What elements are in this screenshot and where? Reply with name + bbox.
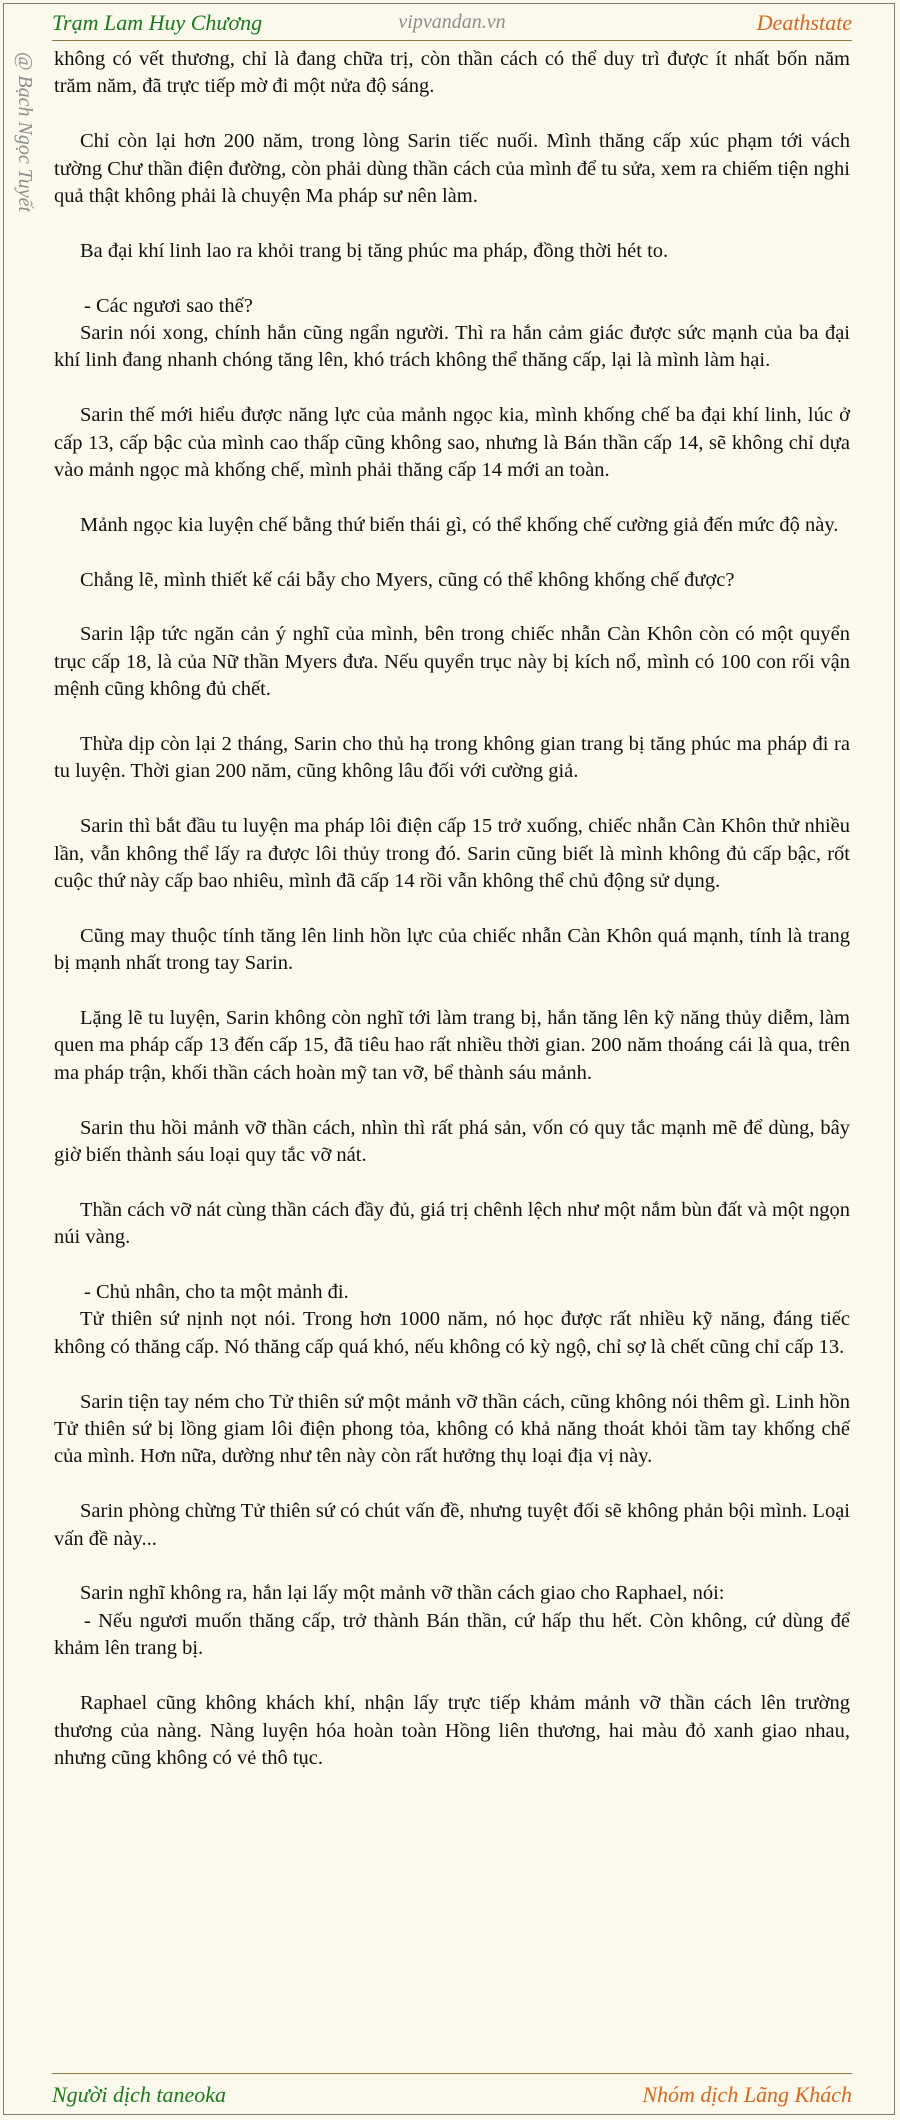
page-header [52,6,852,42]
dialogue-line: - Các ngươi sao thế? [84,294,253,317]
dialogue-line: - Nếu ngươi muốn thăng cấp, trở thành Bán thần, cứ hấp thu hết. Còn không, cứ dùng để khảm lên trang bị. [54,1609,850,1660]
footer-divider [52,2073,852,2074]
paragraph: Sarin thu hồi mảnh vỡ thần cách, nhìn thì rất phá sản, vốn có quy tắc mạnh mẽ để dùng, bây giờ biến thành sáu loại quy tắc vỡ nát. [54,1116,850,1167]
paragraph: Sarin nghĩ không ra, hắn lại lấy một mảnh vỡ thần cách giao cho Raphael, nói: [80,1582,725,1605]
paragraph: Ba đại khí linh lao ra khỏi trang bị tăng phúc ma pháp, đồng thời hét to. [80,239,669,262]
footer-translator: Người dịch taneoka [52,2082,227,2107]
chapter-body [54,46,850,1800]
page-footer [52,2078,852,2112]
header-website: vipvandan.vn [398,11,506,33]
paragraph: Thừa dịp còn lại 2 tháng, Sarin cho thủ hạ trong không gian trang bị tăng phúc ma pháp đi ra tu luyện. Thời gian 200 năm, cũng không lâu đối với cường giả. [54,733,850,783]
paragraph: Raphael cũng không khách khí, nhận lấy trực tiếp khảm mảnh vỡ thần cách lên trường thương của nàng. Nàng luyện hóa hoàn toàn Hồng liên thương, hai màu đỏ xanh giao nhau, nhưng cũng không có vẻ thô tục. [54,1692,850,1769]
paragraph: Sarin lập tức ngăn cản ý nghĩ của mình, bên trong chiếc nhẫn Càn Khôn còn có một quyển trục cấp 18, là của Nữ thần Myers đưa. Nếu quyển trục này bị kích nổ, mình có 100 con rối vận mệnh cũng không đủ chết. [54,623,850,701]
paragraph: Cũng may thuộc tính tăng lên linh hồn lực của chiếc nhẫn Càn Khôn quá mạnh, tính là trang bị mạnh nhất trong tay Sarin. [54,924,850,975]
paragraph: Sarin phòng chừng Tử thiên sứ có chút vấn đề, nhưng tuyệt đối sẽ không phản bội mình. Loại vấn đề này... [54,1500,850,1550]
paragraph: Lặng lẽ tu luyện, Sarin không còn nghĩ tới làm trang bị, hắn tăng lên kỹ năng thủy diễm, làm quen ma pháp cấp 13 đến cấp 15, đã tiêu hao rất nhiều thời gian. 200 năm thoáng cái là qua, trên ma pháp trận, khối thần cách hoàn mỹ tan vỡ, bể thành sáu mảnh. [54,1007,850,1084]
footer-group: Nhóm dịch Lãng Khách [642,2082,852,2107]
paragraph: Tử thiên sứ nịnh nọt nói. Trong hơn 1000 năm, nó học được rất nhiều kỹ năng, đáng tiếc không có thăng cấp. Nó thăng cấp quá khó, nếu không có kỳ ngộ, chỉ sợ là chết cũng chỉ cấp 13. [54,1308,850,1358]
paragraph: Sarin thì bắt đầu tu luyện ma pháp lôi điện cấp 15 trở xuống, chiếc nhẫn Càn Khôn thử nhiều lần, vẫn không thể lấy ra được lôi thủy trong đó. Sarin cũng biết là mình không đủ cấp bậc, rốt cuộc thứ này cấp bao nhiêu, mình đã cấp 14 rồi vẫn không thể chủ động sử dụng. [54,815,850,893]
header-book-title: Deathstate [756,10,852,35]
dialogue-line: - Chủ nhân, cho ta một mảnh đi. [84,1281,349,1304]
paragraph: Chỉ còn lại hơn 200 năm, trong lòng Sarin tiếc nuối. Mình thăng cấp xúc phạm tới vách tường Chư thần điện đường, còn phải dùng thần cách của mình để tu sửa, xem ra chiếm tiện nghi quả thật không phải là chuyện Ma pháp sư nên làm. [54,130,850,208]
paragraph: Chẳng lẽ, mình thiết kế cái bẫy cho Myers, cũng có thể không khống chế được? [80,568,735,591]
paragraph: Thần cách vỡ nát cùng thần cách đầy đủ, giá trị chênh lệch như một nắm bùn đất và một ngọn núi vàng. [54,1198,850,1249]
watermark-text: @ Bạch Ngọc Tuyết [14,52,36,213]
paragraph: Sarin nói xong, chính hắn cũng ngẩn người. Thì ra hắn cảm giác được sức mạnh của ba đại khí linh đang nhanh chóng tăng lên, khó trách không thể thăng cấp, lại là mình làm hại. [54,322,850,372]
paragraph: Sarin tiện tay ném cho Tử thiên sứ một mảnh vỡ thần cách, cũng không nói thêm gì. Linh hồn Tử thiên sứ bị lồng giam lôi điện phong tỏa, không có khả năng thoát khỏi tầm tay khống chế của mình. Hơn nữa, dường như tên này còn rất hưởng thụ loại địa vị này. [54,1390,850,1468]
header-divider [52,40,852,41]
header-source: Trạm Lam Huy Chương [52,10,263,35]
paragraph: không có vết thương, chỉ là đang chữa trị, còn thần cách có thể duy trì được ít nhất bốn năm trăm năm, đã trực tiếp mờ đi một nửa độ sáng. [54,48,850,98]
paragraph: Sarin thế mới hiểu được năng lực của mảnh ngọc kia, mình khống chế ba đại khí linh, lúc ở cấp 13, cấp bậc của mình cao thấp cũng không sao, nhưng là Bán thần cấp 14, sẽ không chỉ dựa vào mảnh ngọc mà khống chế, mình phải thăng cấp 14 mới an toàn. [54,404,850,482]
paragraph: Mảnh ngọc kia luyện chế bằng thứ biến thái gì, có thể khống chế cường giả đến mức độ này. [80,513,839,536]
